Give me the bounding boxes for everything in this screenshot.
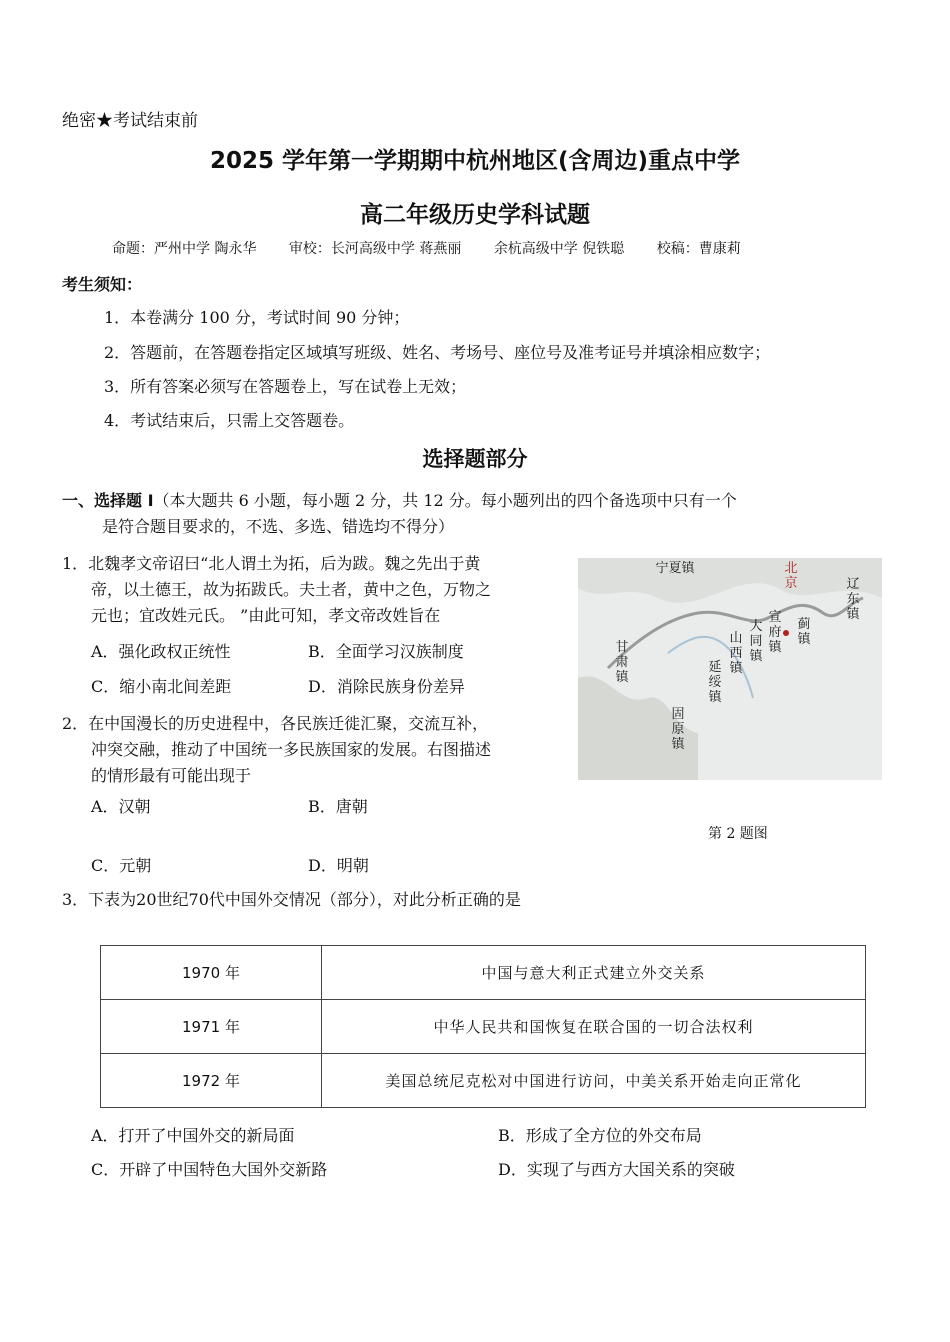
q3-stem: 3．下表为20世纪70代中国外交情况（部分），对此分析正确的是: [62, 890, 521, 909]
q1-option-a: A．强化政权正统性: [91, 642, 231, 661]
q2-stem-line: 2．在中国漫长的历史进程中，各民族迁徙汇聚，交流互补，: [62, 714, 489, 733]
map-label-datong: 大同镇: [749, 619, 763, 664]
q1-option-d: D．消除民族身份差异: [308, 677, 465, 696]
part-heading: [62, 488, 737, 511]
exam-title: 2025 学年第一学期期中杭州地区(含周边)重点中学: [209, 148, 741, 174]
q3-option-c: C．开辟了中国特色大国外交新路: [91, 1160, 328, 1179]
q1-option-c: C．缩小南北间差距: [91, 677, 232, 696]
part-desc-cont: 是符合题目要求的，不选、多选、错选均不得分）: [102, 517, 455, 536]
map-label-guyuan: 固原镇: [671, 707, 685, 752]
notice-item: 1．本卷满分 100 分，考试时间 90 分钟；: [104, 308, 410, 327]
section-title: 选择题部分: [422, 447, 528, 471]
credit-proofreader: 校稿：曹康莉: [656, 241, 741, 257]
map-label-liaodong: 辽东镇: [846, 577, 860, 622]
table-cell-year: 1972 年: [101, 1054, 322, 1108]
notice-item: 4．考试结束后，只需上交答题卷。: [104, 411, 355, 430]
q1-option-b: B．全面学习汉族制度: [308, 642, 464, 661]
part-label: 一、选择题 Ⅰ: [62, 491, 154, 510]
table-row: [101, 1000, 866, 1054]
map-label-shanxi: 山西镇: [729, 631, 743, 676]
credit-reviewer-2: 余杭高级中学 倪铁聪: [493, 241, 625, 257]
diplomacy-table: [100, 945, 866, 1108]
q3-option-d: D．实现了与西方大国关系的突破: [498, 1160, 735, 1179]
map-label-gansu: 甘肃镇: [615, 640, 629, 685]
table-cell-event: 中华人民共和国恢复在联合国的一切合法权利: [322, 1000, 866, 1054]
map-label-xuanfu: 宣府镇: [768, 610, 782, 655]
q3-option-a: A．打开了中国外交的新局面: [91, 1126, 295, 1145]
beijing-marker: [783, 630, 789, 636]
confidential-label: 绝密★考试结束前: [62, 111, 198, 131]
q3-option-b: B．形成了全方位的外交布局: [498, 1126, 702, 1145]
notice-item: 3．所有答案必须写在答题卷上，写在试卷上无效；: [104, 377, 467, 396]
part-desc: （本大题共 6 小题，每小题 2 分，共 12 分。每小题列出的四个备选项中只有一个: [153, 491, 737, 510]
map-caption: 第 2 题图: [708, 826, 768, 842]
credit-author: 命题：严州中学 陶永华: [112, 241, 257, 257]
exam-subtitle: 高二年级历史学科试题: [360, 202, 590, 228]
q1-stem-line: 1．北魏孝文帝诏曰“北人谓土为拓，后为跋。魏之先出于黄: [62, 554, 481, 573]
table-cell-year: 1971 年: [101, 1000, 322, 1054]
map-label-yansui: 延绥镇: [708, 660, 722, 705]
map-graphic: [578, 558, 882, 780]
notice-title: 考生须知：: [62, 275, 143, 294]
table-cell-event: 中国与意大利正式建立外交关系: [322, 946, 866, 1000]
notice-item: 2．答题前，在答题卷指定区域填写班级、姓名、考场号、座位号及准考证号并填涂相应数字；: [104, 343, 771, 362]
q2-option-c: C．元朝: [91, 856, 152, 875]
q1-stem-line: 帝，以土德王，故为拓跋氏。夫土者，黄中之色，万物之: [91, 580, 492, 599]
q2-option-d: D．明朝: [308, 856, 369, 875]
credit-reviewer-1: 审校：长河高级中学 蒋燕丽: [288, 241, 462, 257]
map-label-ningxia: 宁夏镇: [655, 561, 695, 576]
q1-stem-line: 元也；宜改姓元氏。 ”由此可知，孝文帝改姓旨在: [91, 606, 441, 625]
map-label-beijing: 北京: [784, 561, 798, 591]
q2-stem-line: 冲突交融，推动了中国统一多民族国家的发展。右图描述: [91, 740, 492, 759]
credits-line: [112, 238, 769, 258]
table-cell-event: 美国总统尼克松对中国进行访问，中美关系开始走向正常化: [322, 1054, 866, 1108]
q2-stem-line: 的情形最有可能出现于: [91, 766, 252, 785]
table-cell-year: 1970 年: [101, 946, 322, 1000]
ming-frontier-map: [578, 558, 882, 780]
table-row: [101, 946, 866, 1000]
map-terrain-north: [578, 558, 882, 603]
q2-option-b: B．唐朝: [308, 797, 368, 816]
map-label-ji: 蓟镇: [797, 617, 811, 647]
table-row: [101, 1054, 866, 1108]
q2-option-a: A．汉朝: [91, 797, 151, 816]
